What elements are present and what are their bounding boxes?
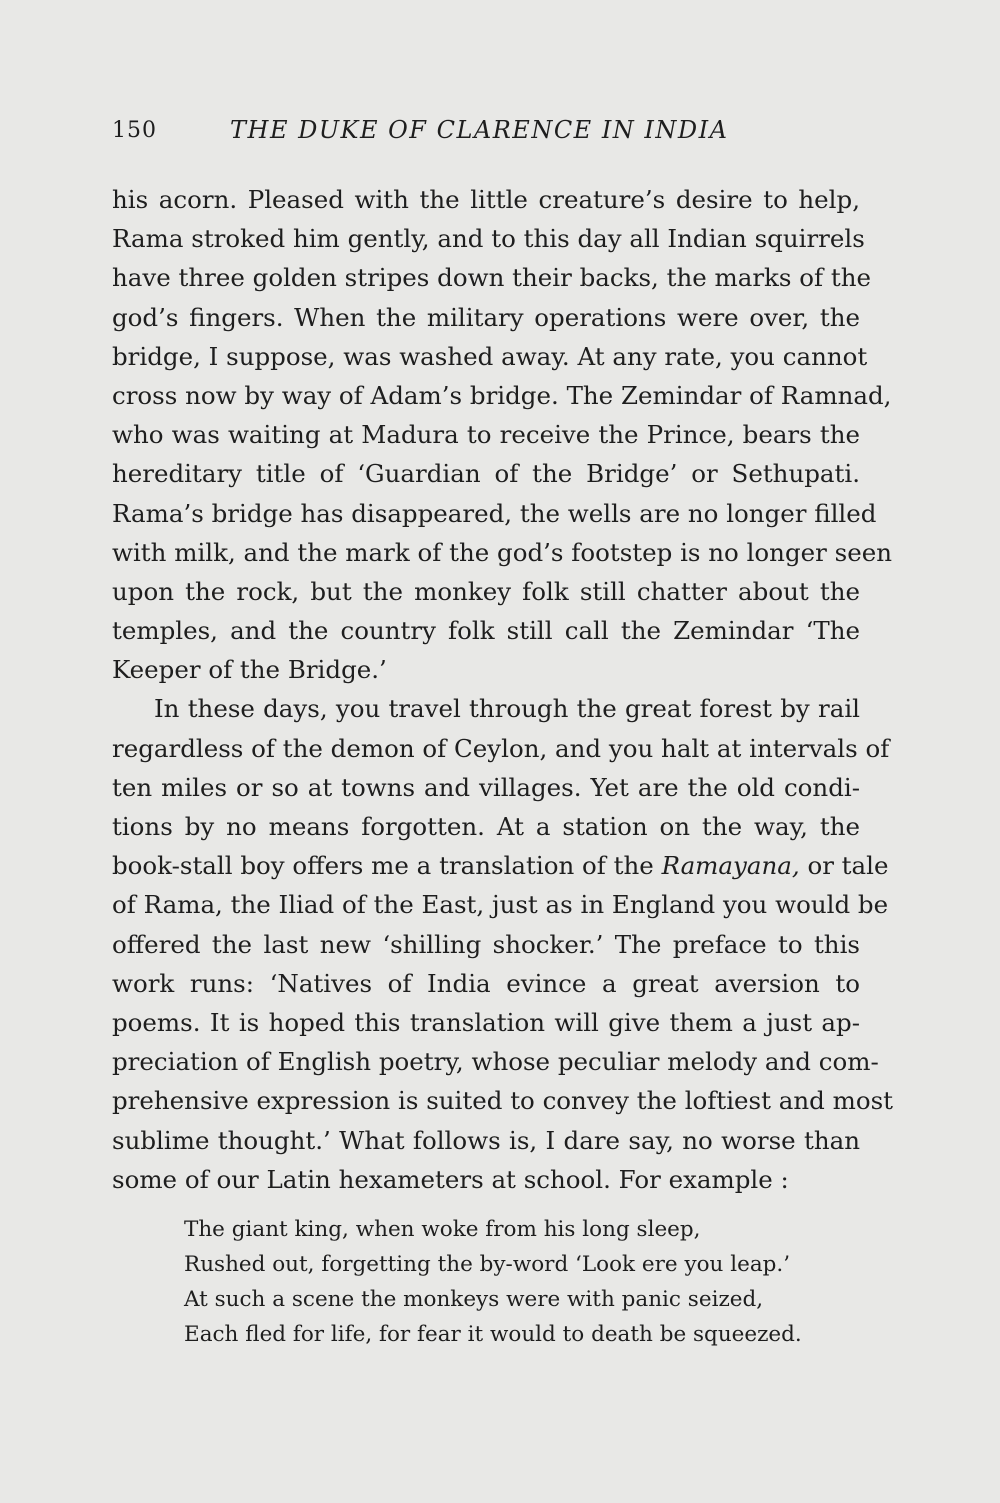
- text-line: Keeper of the Bridge.’: [112, 655, 387, 685]
- verse-line: At such a scene the monkeys were with panic seized,: [184, 1287, 764, 1312]
- text-line: upon the rock, but the monkey folk still chatter about the: [112, 576, 860, 606]
- text-line: Rama stroked him gently, and to this day all Indian squirrels: [112, 224, 865, 254]
- paragraph-1: [112, 180, 892, 689]
- text-segment: or tale: [807, 851, 889, 881]
- text-line: who was waiting at Madura to receive the Prince, bears the: [112, 420, 860, 450]
- italic-book-title: Ramayana,: [661, 851, 800, 881]
- text-line: regardless of the demon of Ceylon, and you halt at intervals of: [112, 733, 890, 763]
- text-line: have three golden stripes down their backs, the marks of the: [112, 263, 871, 293]
- text-line: some of our Latin hexameters at school. For example :: [112, 1164, 789, 1194]
- text-line: tions by no means forgotten. At a station on the way, the: [112, 812, 860, 841]
- text-line: work runs: ‘Natives of India evince a great aversion to: [112, 968, 860, 998]
- text-line-with-title: [112, 846, 889, 885]
- text-line: hereditary title of ‘Guardian of the Bridge’ or Sethupati.: [112, 459, 860, 489]
- text-segment: book-stall boy offers me a translation of the: [112, 851, 654, 881]
- text-line: ten miles or so at towns and villages. Yet are the old condi-: [112, 772, 860, 802]
- body-text: [112, 180, 894, 1199]
- running-title: THE DUKE OF CLARENCE IN INDIA: [230, 116, 729, 144]
- verse-line: The giant king, when woke from his long sleep,: [184, 1217, 701, 1242]
- verse-block: [184, 1212, 802, 1352]
- page-number: 150: [112, 118, 157, 143]
- text-line: god’s fingers. When the military operations were over, the: [112, 302, 860, 332]
- text-line: prehensive expression is suited to convey the loftiest and most: [112, 1086, 894, 1116]
- text-line: bridge, I suppose, was washed away. At any rate, you cannot: [112, 341, 868, 371]
- text-line: with milk, and the mark of the god’s footstep is no longer seen: [112, 537, 892, 567]
- text-line: Rama’s bridge has disappeared, the wells are no longer filled: [112, 498, 877, 528]
- text-line: offered the last new ‘shilling shocker.’ The preface to this: [112, 929, 860, 959]
- running-head: [112, 112, 862, 152]
- verse-line: Rushed out, forgetting the by-word ‘Look ere you leap.’: [184, 1252, 791, 1277]
- text-line: cross now by way of Adam’s bridge. The Zemindar of Ramnad,: [112, 380, 892, 410]
- text-line: temples, and the country folk still call the Zemindar ‘The: [112, 616, 860, 646]
- verse-line: Each fled for life, for fear it would to death be squeezed.: [184, 1322, 802, 1347]
- text-line: of Rama, the Iliad of the East, just as in England you would be: [112, 890, 889, 920]
- text-line: poems. It is hoped this translation will give them a just ap-: [112, 1007, 860, 1037]
- text-line: his acorn. Pleased with the little creature’s desire to help,: [112, 185, 860, 214]
- text-line: preciation of English poetry, whose peculiar melody and com-: [112, 1047, 879, 1077]
- text-line: In these days, you travel through the great forest by rail: [154, 694, 860, 724]
- text-line: sublime thought.’ What follows is, I dare say, no worse than: [112, 1125, 860, 1155]
- paragraph-2: [112, 689, 894, 1198]
